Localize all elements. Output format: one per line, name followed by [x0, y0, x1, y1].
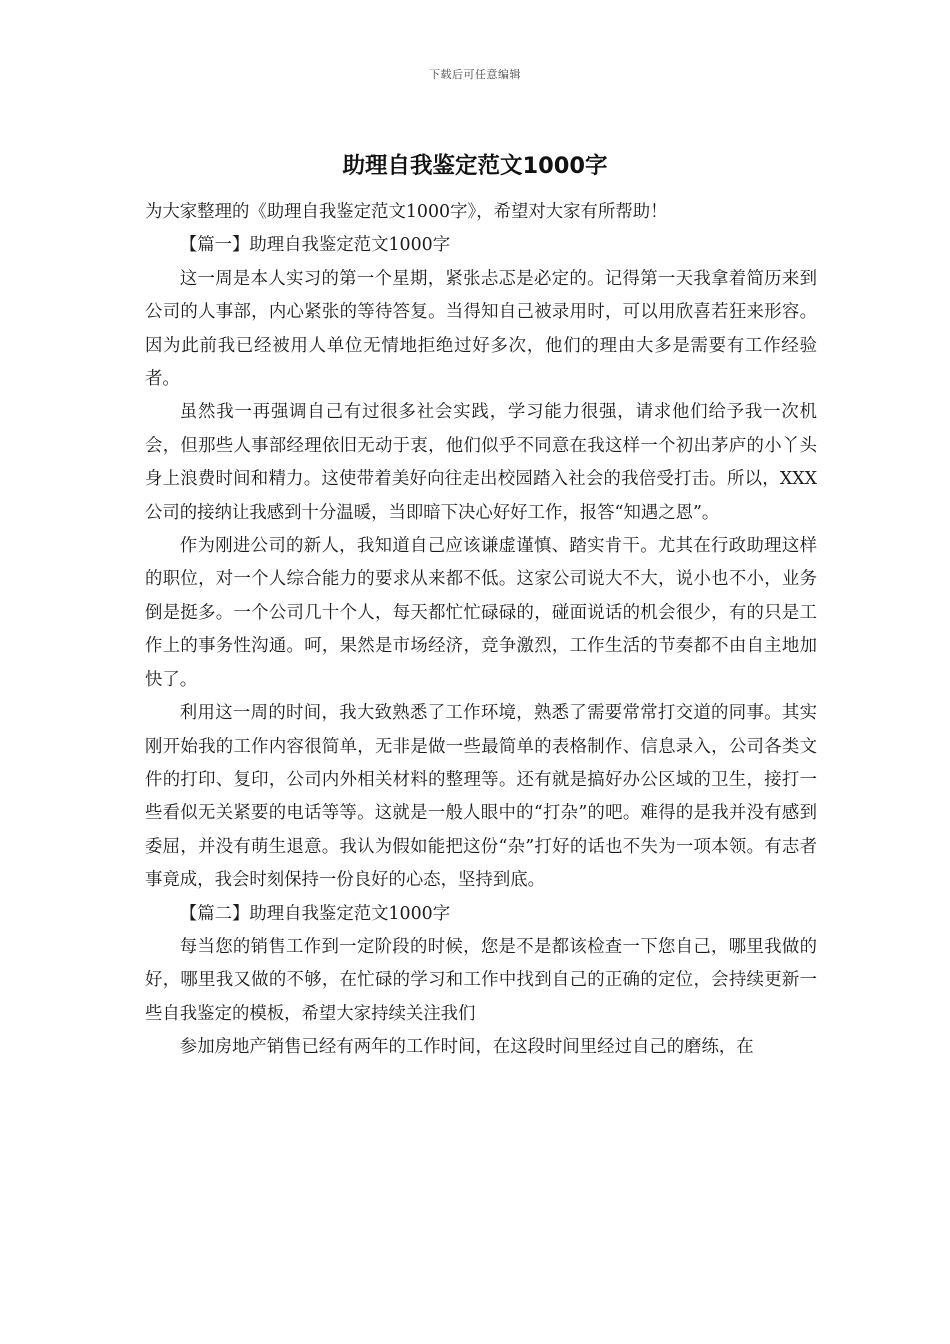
- body-paragraph: 作为刚进公司的新人，我知道自己应该谦虚谨慎、踏实肯干。尤其在行政助理这样的职位，对一个人综合能力的要求从来都不低。这家公司说大不大，说小也不小，业务倒是挺多。一个公司几十个人，每天都忙忙碌碌的，碰面说话的机会很少，有的只是工作上的事务性沟通。呵，果然是市场经济，竞争激烈，工作生活的节奏都不由自主地加快了。: [145, 536, 817, 690]
- document-title: 助理自我鉴定范文1000字: [342, 153, 608, 179]
- intro-paragraph: 为大家整理的《助理自我鉴定范文1000字》，希望对大家有所帮助！: [145, 202, 668, 222]
- body-paragraph: 参加房地产销售已经有两年的工作时间，在这段时间里经过自己的磨练，在: [179, 1037, 754, 1058]
- body-paragraph: 利用这一周的时间，我大致熟悉了工作环境，熟悉了需要常常打交道的同事。其实刚开始我的工作内容很简单，无非是做一些最简单的表格制作、信息录入，公司各类文件的打印、复印，公司内外相关材料的整理等。还有就是搞好办公区域的卫生，接打一些看似无关紧要的电话等等。这就是一般人眼中的“打杂”的吧。难得的是我并没有感到委屈，并没有萌生退意。我认为假如能把这份“杂”打好的话也不失为一项本领。有志者事竟成，我会时刻保持一份良好的心态，坚持到底。: [145, 703, 817, 891]
- header-note: 下载后可任意编辑: [429, 68, 521, 81]
- section-heading-2: 【篇二】助理自我鉴定范文1000字: [179, 903, 451, 924]
- body-paragraph: 这一周是本人实习的第一个星期，紧张忐忑是必定的。记得第一天我拿着简历来到公司的人事部，内心紧张的等待答复。当得知自己被录用时，可以用欣喜若狂来形容。因为此前我已经被用人单位无情地拒绝过好多次，他们的理由大多是需要有工作经验者。: [145, 268, 817, 390]
- body-paragraph: 虽然我一再强调自己有过很多社会实践，学习能力很强，请求他们给予我一次机会，但那些人事部经理依旧无动于衷，他们似乎不同意在我这样一个初出茅庐的小丫头身上浪费时间和精力。这使带着美好向往走出校园踏入社会的我倍受打击。所以，XXX公司的接纳让我感到十分温暖，当即暗下决心好好工作，报答“知遇之恩”。: [145, 402, 817, 523]
- document-body: [145, 196, 817, 1065]
- section-heading-1: 【篇一】助理自我鉴定范文1000字: [179, 235, 451, 256]
- body-paragraph: 每当您的销售工作到一定阶段的时候，您是不是都该检查一下您自己，哪里我做的好，哪里我又做的不够，在忙碌的学习和工作中找到自己的正确的定位，会持续更新一些自我鉴定的模板，希望大家持续关注我们: [145, 936, 817, 1024]
